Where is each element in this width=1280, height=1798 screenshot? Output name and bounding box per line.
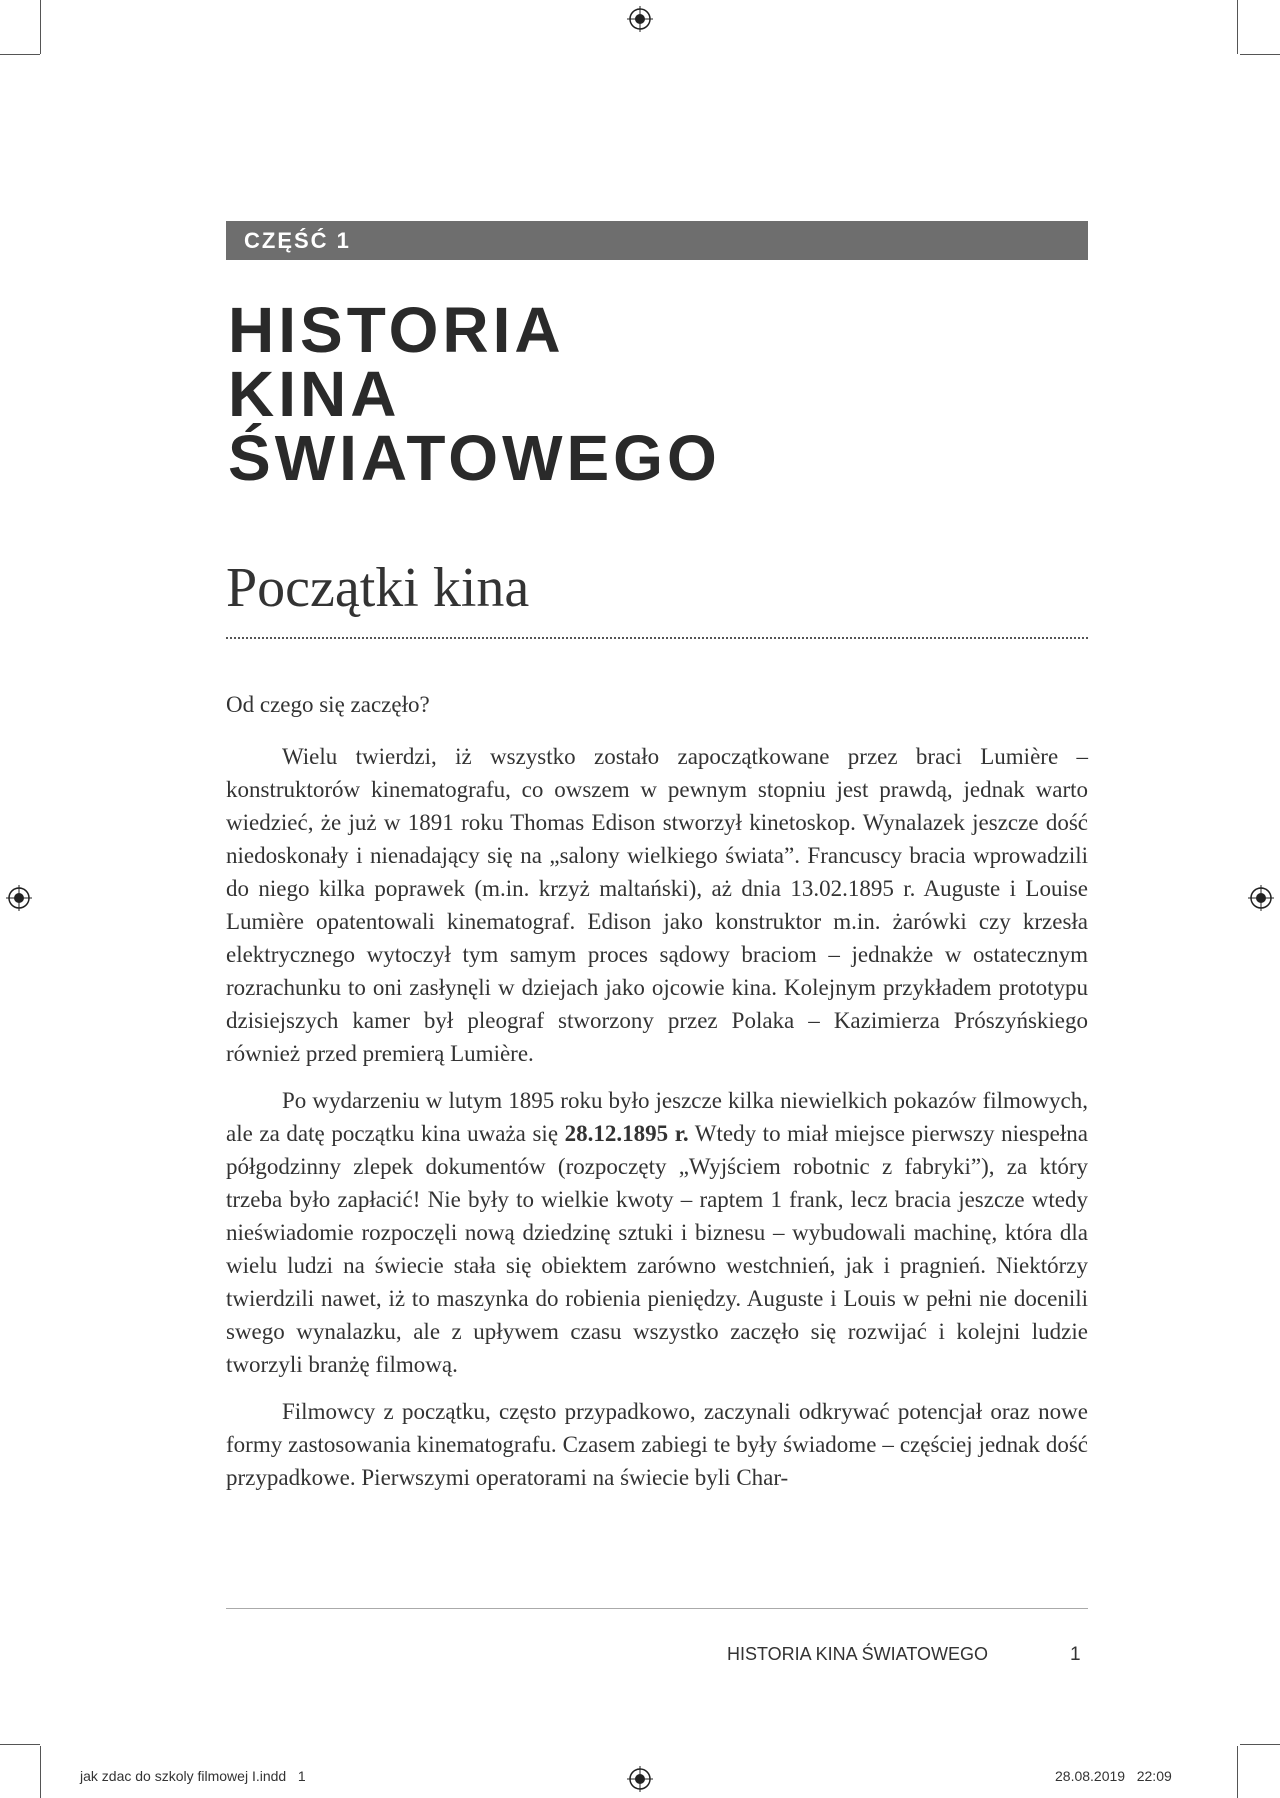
- emphasized-date: 28.12.1895 r.: [564, 1121, 689, 1146]
- paragraph-text: Wtedy to miał miejsce pierwszy niespełna półgodzinny zlepek dokumentów (rozpoczęty „Wyjściem robotnic z fabryki”), za który trzeba było zapłacić! Nie były to wielkie kwoty – raptem 1 frank, lecz bracia jeszcze wtedy nieświadomie rozpoczęli nową dziedzinę sztuki i biznesu – wybudowali machinę, która dla wielu ludzi na świecie stała się obiektem zarówno westchnień, jak i pragnień. Niektórzy twierdzili nawet, iż to maszynka do robienia pieniędzy. Auguste i Louis w pełni nie docenili swego wynalazku, ale z upływem czasu wszystko zaczęło się rozwijać i kolejni ludzie tworzyli branżę filmową.: [226, 1121, 1088, 1377]
- part-title-line: ŚWIATOWEGO: [228, 422, 721, 494]
- running-footer-title: HISTORIA KINA ŚWIATOWEGO: [726, 1644, 988, 1664]
- registration-mark-icon: [1248, 885, 1274, 911]
- crop-mark-bottom-right-vertical: [1237, 1746, 1238, 1798]
- part-title-line: HISTORIA: [228, 294, 565, 366]
- crop-mark-top-right-vertical: [1237, 0, 1238, 54]
- crop-mark-bottom-right-horizontal: [1240, 1744, 1280, 1745]
- registration-mark-icon: [627, 1766, 653, 1792]
- section-heading: Od czego się zaczęło?: [226, 692, 430, 717]
- crop-mark-bottom-left-horizontal: [0, 1744, 40, 1745]
- paragraph: [226, 1084, 1088, 1381]
- dotted-divider: [226, 637, 1088, 639]
- part-label: CZĘŚĆ 1: [226, 221, 1088, 260]
- part-title: [228, 294, 1128, 494]
- slug-file-name: jak zdac do szkoly filmowej I.indd 1: [80, 1768, 306, 1784]
- crop-mark-bottom-left-vertical: [40, 1746, 41, 1798]
- footer-divider: [226, 1608, 1088, 1609]
- registration-mark-icon: [6, 885, 32, 911]
- crop-mark-top-left-horizontal: [0, 54, 40, 55]
- chapter-title: Początki kina: [226, 557, 530, 619]
- part-title-line: KINA: [228, 358, 401, 430]
- paragraph: Wielu twierdzi, iż wszystko zostało zapoczątkowane przez braci Lumière – konstruktorów kinematografu, co owszem w pewnym stopniu jest prawdą, jednak warto wiedzieć, że już w 1891 roku Thomas Edison stworzył kinetoskop. Wynalazek jeszcze dość niedoskonały i nienadający się na „salony wielkiego świata”. Francuscy bracia wprowadzili do niego kilka poprawek (m.in. krzyż maltański), aż dnia 13.02.1895 r. Auguste i Louise Lumière opatentowali kinematograf. Edison jako konstruktor m.in. żarówki czy krzesła elektrycznego wytoczył tym samym proces sądowy braciom – jednakże w ostatecznym rozrachunku to oni zasłynęli w dziejach jako ojcowie kina. Kolejnym przykładem prototypu dzisiejszych kamer był pleograf stworzony przez Polaka – Kazimierza Prószyńskiego również przed premierą Lumière.: [226, 744, 1088, 1066]
- crop-mark-top-right-horizontal: [1240, 54, 1280, 55]
- body-text: [226, 740, 1088, 1508]
- slug-timestamp: 28.08.2019 22:09: [1055, 1768, 1172, 1784]
- registration-mark-icon: [627, 6, 653, 32]
- paragraph: Filmowcy z początku, często przypadkowo, zaczynali odkrywać potencjał oraz nowe formy zastosowania kinematografu. Czasem zabiegi te były świadome – częściej jednak dość przypadkowe. Pierwszymi operatorami na świecie byli Char-: [226, 1399, 1088, 1490]
- page-number: 1: [1070, 1644, 1081, 1665]
- paragraph-text: Po wydarzeniu w lutym 1895 roku było jeszcze kilka niewielkich pokazów filmowych, ale za datę początku kina uważa się: [226, 1088, 1088, 1146]
- crop-mark-top-left-vertical: [40, 0, 41, 54]
